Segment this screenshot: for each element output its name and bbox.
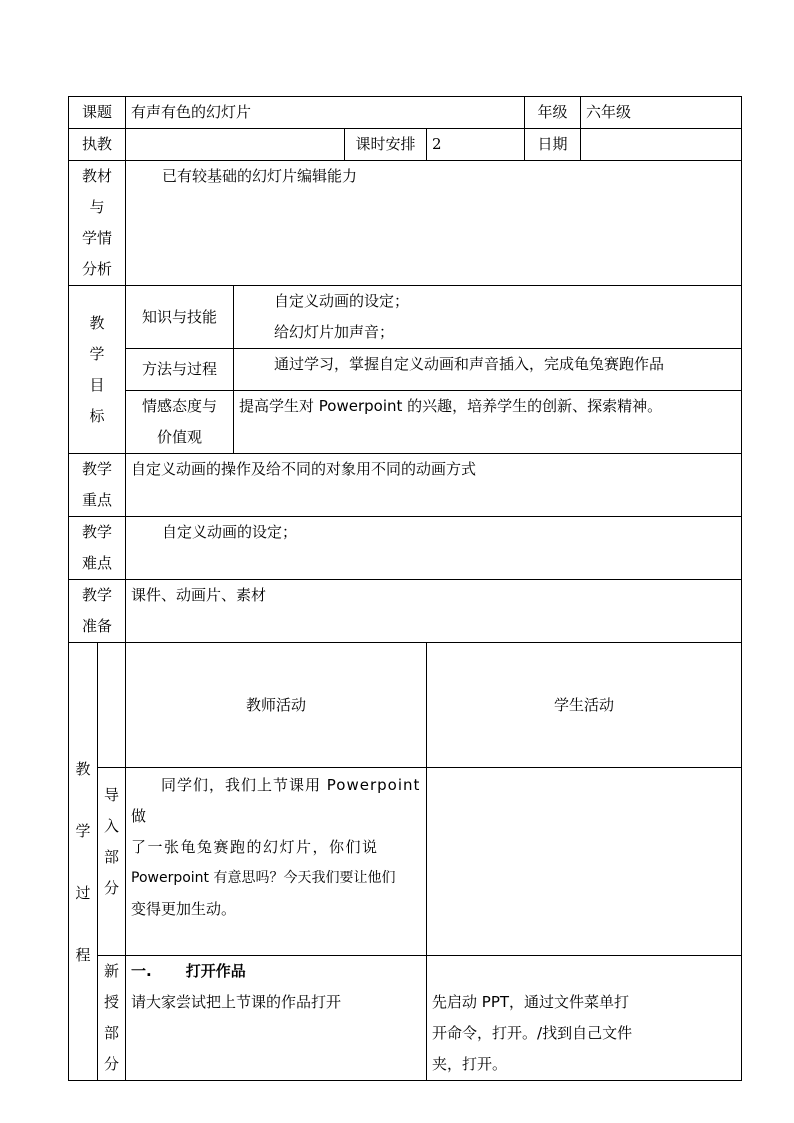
analysis-text: 已有较基础的幻灯片编辑能力 bbox=[126, 161, 742, 286]
intro-teacher-activity: 同学们，我们上节课用 Powerpoint 做 了一张龟兔赛跑的幻灯片，你们说 Powerpoint 有意思吗？今天我们要让他们 变得更加生动。 bbox=[126, 768, 427, 956]
teacher-value bbox=[126, 129, 345, 161]
goal-method-label: 方法与过程 bbox=[126, 349, 234, 391]
process-header-row bbox=[69, 643, 742, 768]
key-points-row bbox=[69, 454, 742, 517]
date-label: 日期 bbox=[525, 129, 581, 161]
goals-label: 教 学 目 标 bbox=[69, 286, 126, 454]
preparation-text: 课件、动画片、素材 bbox=[126, 580, 742, 643]
process-label: 教 学 过 程 bbox=[69, 643, 98, 1081]
topic-row bbox=[69, 97, 742, 129]
goal-knowledge-label: 知识与技能 bbox=[126, 286, 234, 349]
goal-row-method bbox=[69, 349, 742, 391]
student-activity-header: 学生活动 bbox=[427, 643, 742, 768]
grade-value: 六年级 bbox=[581, 97, 742, 129]
section-heading: 一. 打开作品 bbox=[131, 962, 246, 980]
hours-label: 课时安排 bbox=[345, 129, 427, 161]
teacher-row bbox=[69, 129, 742, 161]
hours-value: 2 bbox=[427, 129, 525, 161]
goal-row-knowledge bbox=[69, 286, 742, 349]
preparation-row bbox=[69, 580, 742, 643]
new-teaching-section-label: 新 授 部 分 bbox=[98, 956, 126, 1081]
process-header-blank bbox=[98, 643, 126, 768]
new-teaching-student-activity: 先启动 PPT，通过文件菜单打 开命令，打开。/找到自己文件 夹，打开。 bbox=[427, 956, 742, 1081]
difficulties-label: 教学 难点 bbox=[69, 517, 126, 580]
analysis-label: 教材 与 学情 分析 bbox=[69, 161, 126, 286]
topic-label: 课题 bbox=[69, 97, 126, 129]
grade-label: 年级 bbox=[525, 97, 581, 129]
teacher-activity-header: 教师活动 bbox=[126, 643, 427, 768]
goal-method-text: 通过学习，掌握自定义动画和声音插入，完成龟兔赛跑作品 bbox=[234, 349, 742, 391]
intro-section-row bbox=[69, 768, 742, 956]
difficulties-text: 自定义动画的设定； bbox=[126, 517, 742, 580]
teacher-label: 执教 bbox=[69, 129, 126, 161]
lesson-plan-table bbox=[68, 96, 742, 1081]
intro-student-activity bbox=[427, 768, 742, 956]
preparation-label: 教学 准备 bbox=[69, 580, 126, 643]
goal-attitude-label: 情感态度与 价值观 bbox=[126, 391, 234, 454]
new-teaching-teacher-activity: 一. 打开作品 请大家尝试把上节课的作品打开 bbox=[126, 956, 427, 1081]
analysis-row bbox=[69, 161, 742, 286]
new-teaching-section-row bbox=[69, 956, 742, 1081]
intro-section-label: 导 入 部 分 bbox=[98, 768, 126, 956]
key-points-text: 自定义动画的操作及给不同的对象用不同的动画方式 bbox=[126, 454, 742, 517]
date-value bbox=[581, 129, 742, 161]
difficulties-row bbox=[69, 517, 742, 580]
topic-value: 有声有色的幻灯片 bbox=[126, 97, 525, 129]
key-points-label: 教学 重点 bbox=[69, 454, 126, 517]
goal-row-attitude bbox=[69, 391, 742, 454]
goal-attitude-text: 提高学生对 Powerpoint 的兴趣，培养学生的创新、探索精神。 bbox=[234, 391, 742, 454]
goal-knowledge-text: 自定义动画的设定； 给幻灯片加声音； bbox=[234, 286, 742, 349]
